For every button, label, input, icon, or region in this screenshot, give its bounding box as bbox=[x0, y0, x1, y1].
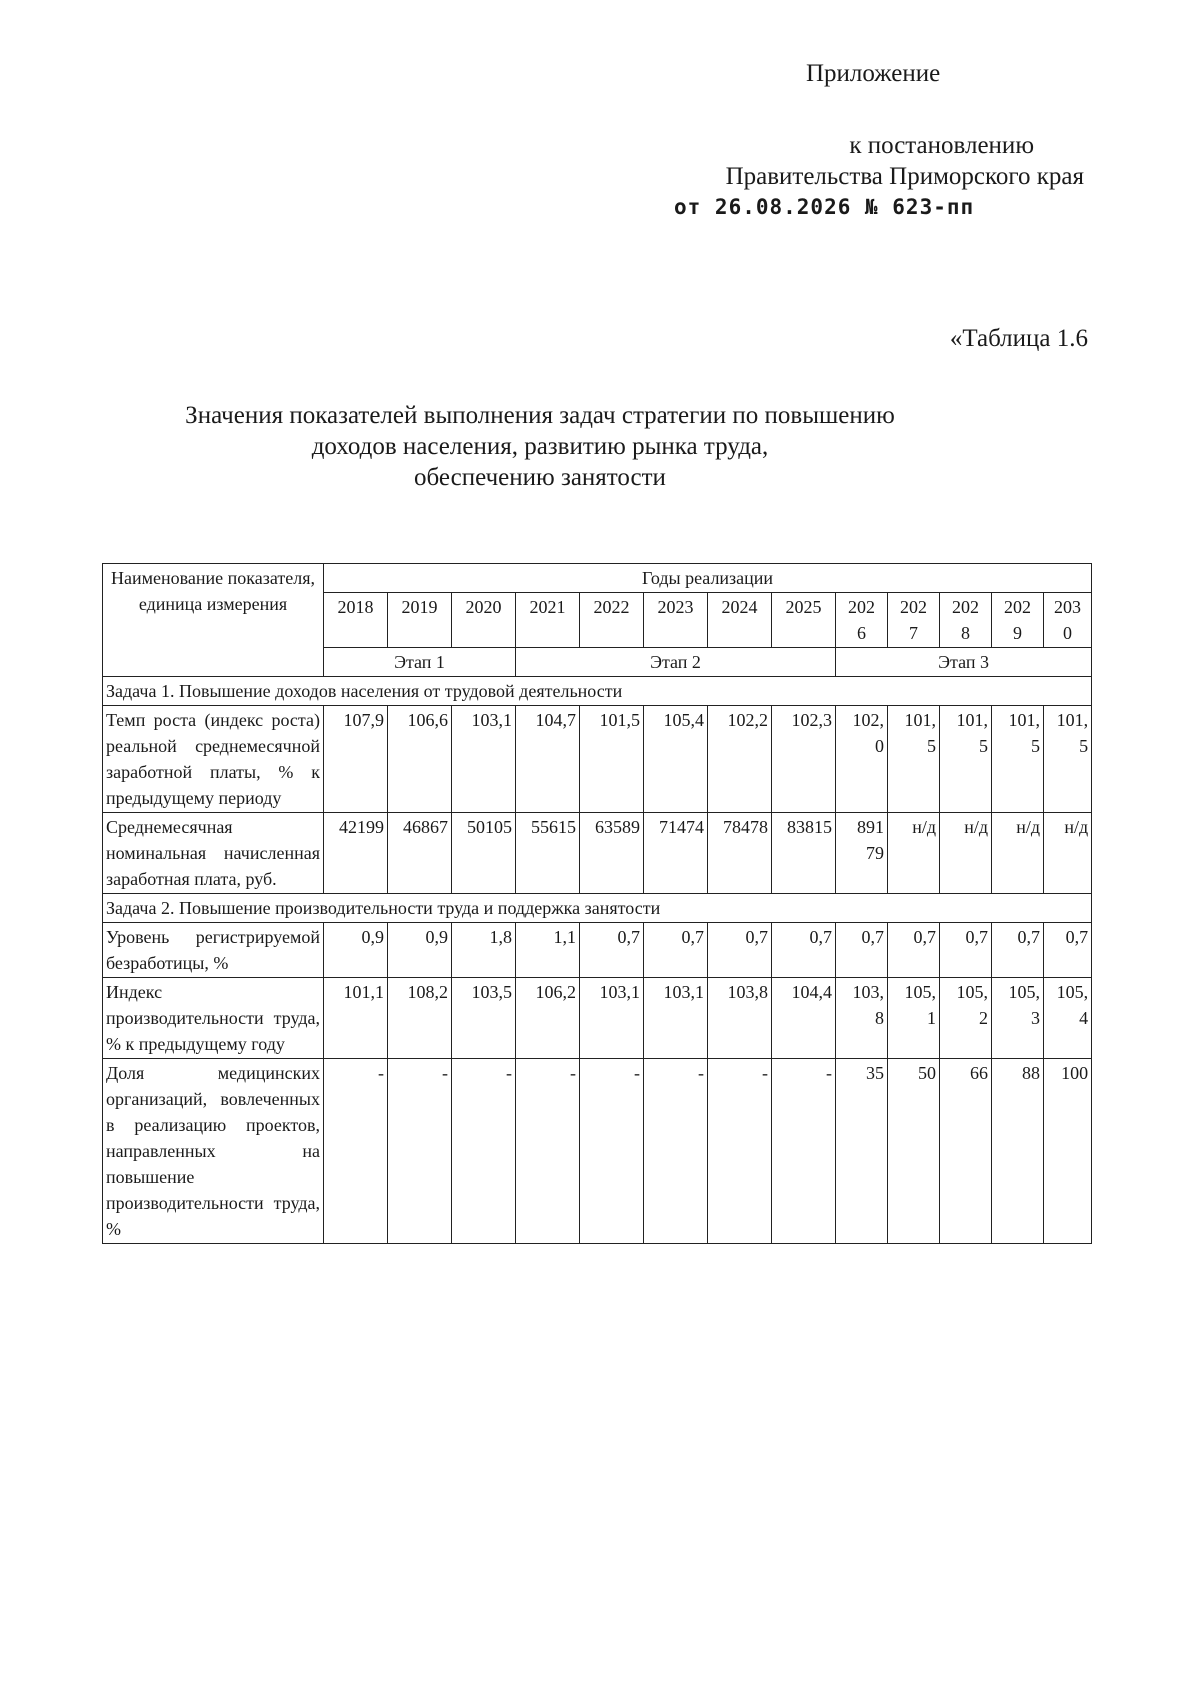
year-header bbox=[580, 593, 644, 648]
value-part-1: 0,7 bbox=[617, 927, 640, 947]
year-header bbox=[836, 593, 888, 648]
indicator-name: Среднемесячная номинальная начисленная заработная плата, руб. bbox=[103, 813, 324, 894]
value-cell bbox=[992, 923, 1044, 978]
title-line-2: доходов населения, развитию рынка труда, bbox=[311, 433, 769, 460]
value-cell bbox=[888, 1059, 940, 1244]
value-part-2: 0 bbox=[875, 736, 884, 756]
value-part-2: 79 bbox=[866, 843, 884, 863]
value-part-1: н/д bbox=[1016, 817, 1040, 837]
task-1-title: Задача 1. Повышение доходов населения от трудовой деятельности bbox=[103, 677, 1092, 706]
value-part-1: н/д bbox=[964, 817, 988, 837]
title-line-1: Значения показателей выполнения задач стратегии по повышению bbox=[185, 402, 895, 429]
value-part-1: 0,7 bbox=[913, 927, 936, 947]
table-body bbox=[103, 677, 1092, 1244]
value-part-1: 103,1 bbox=[471, 710, 512, 730]
year-header-part-2: 0 bbox=[1063, 623, 1073, 643]
year-header bbox=[644, 593, 708, 648]
value-cell bbox=[708, 1059, 772, 1244]
value-cell bbox=[452, 978, 516, 1059]
value-cell bbox=[324, 1059, 388, 1244]
year-header-part-1: 2020 bbox=[465, 597, 502, 617]
year-header bbox=[324, 593, 388, 648]
value-part-1: 0,7 bbox=[809, 927, 832, 947]
value-part-1: 50 bbox=[918, 1063, 936, 1083]
value-part-1: 83815 bbox=[787, 817, 832, 837]
value-cell bbox=[580, 1059, 644, 1244]
decree-number: от 26.08.2026 № 623-пп bbox=[674, 195, 975, 219]
value-cell bbox=[888, 923, 940, 978]
value-cell bbox=[836, 923, 888, 978]
year-header-part-1: 202 bbox=[1004, 597, 1031, 617]
table-row bbox=[103, 813, 1092, 894]
value-part-1: 101,5 bbox=[599, 710, 640, 730]
value-cell bbox=[940, 813, 992, 894]
value-cell bbox=[708, 813, 772, 894]
year-header bbox=[888, 593, 940, 648]
year-header-part-1: 2023 bbox=[657, 597, 694, 617]
value-cell bbox=[940, 1059, 992, 1244]
table-row bbox=[103, 978, 1092, 1059]
year-header-part-1: 2025 bbox=[785, 597, 822, 617]
value-part-1: - bbox=[762, 1063, 768, 1083]
value-cell bbox=[772, 978, 836, 1059]
value-part-1: 63589 bbox=[595, 817, 640, 837]
title-line-3: обеспечению занятости bbox=[414, 464, 666, 491]
value-part-1: 0,7 bbox=[1017, 927, 1040, 947]
year-header-part-1: 2024 bbox=[721, 597, 758, 617]
value-part-2: 8 bbox=[875, 1008, 884, 1028]
value-part-1: 105, bbox=[904, 982, 936, 1002]
value-cell bbox=[992, 978, 1044, 1059]
value-part-1: н/д bbox=[1064, 817, 1089, 837]
value-part-1: - bbox=[698, 1063, 704, 1083]
year-header-part-2: 8 bbox=[961, 623, 970, 643]
value-part-1: 0,7 bbox=[745, 927, 768, 947]
value-cell bbox=[324, 813, 388, 894]
value-cell bbox=[888, 978, 940, 1059]
task-row bbox=[103, 677, 1092, 706]
appendix-line-2: Правительства Приморского края bbox=[725, 163, 1084, 190]
value-part-1: 0,7 bbox=[1065, 927, 1089, 947]
value-part-1: 108,2 bbox=[407, 982, 448, 1002]
stage-1: Этап 1 bbox=[324, 648, 516, 677]
year-header bbox=[452, 593, 516, 648]
appendix-line-1: к постановлению bbox=[849, 132, 1034, 159]
year-header bbox=[940, 593, 992, 648]
value-part-1: 1,1 bbox=[553, 927, 576, 947]
table-row bbox=[103, 706, 1092, 813]
value-cell bbox=[324, 923, 388, 978]
value-cell bbox=[516, 1059, 580, 1244]
year-header bbox=[992, 593, 1044, 648]
year-header-part-2: 7 bbox=[909, 623, 918, 643]
year-header-part-1: 2022 bbox=[593, 597, 630, 617]
value-cell bbox=[836, 706, 888, 813]
indicators-table bbox=[102, 563, 1092, 1244]
value-cell bbox=[772, 923, 836, 978]
year-header-part-2: 9 bbox=[1013, 623, 1022, 643]
value-part-1: 1,8 bbox=[489, 927, 512, 947]
value-cell bbox=[452, 923, 516, 978]
value-part-1: 101, bbox=[1008, 710, 1040, 730]
value-part-1: 0,9 bbox=[361, 927, 384, 947]
value-cell bbox=[1044, 813, 1092, 894]
value-cell bbox=[772, 706, 836, 813]
stage-2: Этап 2 bbox=[516, 648, 836, 677]
value-cell bbox=[516, 706, 580, 813]
year-header bbox=[1044, 593, 1092, 648]
value-cell bbox=[580, 923, 644, 978]
value-part-1: 0,7 bbox=[681, 927, 704, 947]
value-cell bbox=[580, 813, 644, 894]
indicator-name: Уровень регистрируемой безработицы, % bbox=[103, 923, 324, 978]
indicator-name: Темп роста (индекс роста) реальной среднемесячной заработной платы, % к предыдущему периоду bbox=[103, 706, 324, 813]
value-cell bbox=[388, 978, 452, 1059]
value-cell bbox=[580, 978, 644, 1059]
value-part-1: - bbox=[378, 1063, 384, 1083]
value-part-1: 105,4 bbox=[663, 710, 704, 730]
value-cell bbox=[708, 978, 772, 1059]
value-cell bbox=[1044, 978, 1092, 1059]
value-part-1: 105, bbox=[956, 982, 988, 1002]
value-part-1: 103,1 bbox=[663, 982, 704, 1002]
value-part-2: 2 bbox=[979, 1008, 988, 1028]
value-part-1: 104,7 bbox=[535, 710, 576, 730]
value-cell bbox=[644, 706, 708, 813]
year-header bbox=[388, 593, 452, 648]
value-cell bbox=[580, 706, 644, 813]
value-cell bbox=[644, 1059, 708, 1244]
value-cell bbox=[388, 923, 452, 978]
value-cell bbox=[452, 1059, 516, 1244]
value-part-1: - bbox=[570, 1063, 576, 1083]
value-cell bbox=[516, 978, 580, 1059]
value-part-2: 5 bbox=[1079, 736, 1089, 756]
value-cell bbox=[452, 706, 516, 813]
value-part-1: 107,9 bbox=[343, 710, 384, 730]
value-cell bbox=[888, 706, 940, 813]
stage-3: Этап 3 bbox=[836, 648, 1092, 677]
value-part-1: 106,2 bbox=[535, 982, 576, 1002]
value-cell bbox=[888, 813, 940, 894]
task-row bbox=[103, 894, 1092, 923]
year-header bbox=[516, 593, 580, 648]
value-cell bbox=[644, 923, 708, 978]
value-part-2: 5 bbox=[1031, 736, 1040, 756]
value-part-1: 101,1 bbox=[343, 982, 384, 1002]
value-cell bbox=[992, 1059, 1044, 1244]
year-header-part-1: 2018 bbox=[337, 597, 374, 617]
value-cell bbox=[992, 813, 1044, 894]
value-part-1: 100 bbox=[1061, 1063, 1089, 1083]
value-part-1: - bbox=[442, 1063, 448, 1083]
value-cell bbox=[1044, 706, 1092, 813]
value-part-1: - bbox=[634, 1063, 640, 1083]
year-header bbox=[708, 593, 772, 648]
value-cell bbox=[1044, 923, 1092, 978]
year-header-part-1: 203 bbox=[1054, 597, 1082, 617]
value-cell bbox=[836, 978, 888, 1059]
value-part-1: 66 bbox=[970, 1063, 988, 1083]
value-cell bbox=[324, 978, 388, 1059]
value-part-1: 0,7 bbox=[965, 927, 988, 947]
appendix-title: Приложение bbox=[806, 60, 941, 87]
value-part-2: 1 bbox=[927, 1008, 936, 1028]
column-header-years: Годы реализации bbox=[324, 564, 1092, 593]
value-part-1: 35 bbox=[866, 1063, 884, 1083]
value-part-2: 3 bbox=[1031, 1008, 1040, 1028]
value-cell bbox=[836, 1059, 888, 1244]
value-cell bbox=[516, 813, 580, 894]
value-part-2: 4 bbox=[1079, 1008, 1089, 1028]
value-cell bbox=[940, 706, 992, 813]
value-part-1: н/д bbox=[912, 817, 936, 837]
value-cell bbox=[452, 813, 516, 894]
value-part-1: 103, bbox=[852, 982, 884, 1002]
year-header-part-1: 202 bbox=[952, 597, 979, 617]
year-header-part-2: 6 bbox=[857, 623, 866, 643]
value-part-1: 102,2 bbox=[727, 710, 768, 730]
value-cell bbox=[388, 1059, 452, 1244]
document-title bbox=[110, 400, 970, 493]
value-cell bbox=[940, 923, 992, 978]
value-part-2: 5 bbox=[979, 736, 988, 756]
year-header-part-1: 2019 bbox=[401, 597, 438, 617]
task-2-title: Задача 2. Повышение производительности труда и поддержка занятости bbox=[103, 894, 1092, 923]
year-header-part-1: 2021 bbox=[529, 597, 566, 617]
value-cell bbox=[1044, 1059, 1092, 1244]
value-part-1: 0,7 bbox=[861, 927, 884, 947]
value-part-1: 42199 bbox=[339, 817, 384, 837]
value-cell bbox=[772, 813, 836, 894]
year-header-part-1: 202 bbox=[848, 597, 875, 617]
value-part-1: 106,6 bbox=[407, 710, 448, 730]
year-header-part-1: 202 bbox=[900, 597, 927, 617]
value-part-1: 88 bbox=[1022, 1063, 1040, 1083]
indicator-name: Доля медицинских организаций, вовлеченных в реализацию проектов, направленных на повышение производительности труда, % bbox=[103, 1059, 324, 1244]
value-part-1: 105, bbox=[1056, 982, 1089, 1002]
value-part-1: 105, bbox=[1008, 982, 1040, 1002]
value-part-1: 104,4 bbox=[791, 982, 832, 1002]
value-part-1: 78478 bbox=[723, 817, 768, 837]
value-cell bbox=[644, 813, 708, 894]
value-part-1: 103,8 bbox=[727, 982, 768, 1002]
value-part-1: 71474 bbox=[659, 817, 704, 837]
value-part-1: 101, bbox=[1056, 710, 1089, 730]
value-cell bbox=[836, 813, 888, 894]
value-part-2: 5 bbox=[927, 736, 936, 756]
value-cell bbox=[324, 706, 388, 813]
value-part-1: 55615 bbox=[531, 817, 576, 837]
column-header-name: Наименование показателя, единица измерения bbox=[103, 564, 324, 677]
value-part-1: 0,9 bbox=[425, 927, 448, 947]
value-cell bbox=[992, 706, 1044, 813]
value-part-1: 101, bbox=[904, 710, 936, 730]
value-cell bbox=[388, 813, 452, 894]
value-cell bbox=[644, 978, 708, 1059]
value-part-1: - bbox=[506, 1063, 512, 1083]
value-part-1: 102, bbox=[852, 710, 884, 730]
indicator-name: Индекс производительности труда, % к предыдущему году bbox=[103, 978, 324, 1059]
value-cell bbox=[940, 978, 992, 1059]
year-header bbox=[772, 593, 836, 648]
value-part-1: 103,1 bbox=[599, 982, 640, 1002]
value-cell bbox=[516, 923, 580, 978]
value-cell bbox=[772, 1059, 836, 1244]
value-cell bbox=[708, 923, 772, 978]
value-part-1: 50105 bbox=[467, 817, 512, 837]
table-row bbox=[103, 923, 1092, 978]
value-cell bbox=[708, 706, 772, 813]
value-part-1: 102,3 bbox=[791, 710, 832, 730]
value-part-1: - bbox=[826, 1063, 832, 1083]
value-part-1: 103,5 bbox=[471, 982, 512, 1002]
table-label: «Таблица 1.6 bbox=[949, 325, 1088, 352]
value-part-1: 891 bbox=[857, 817, 884, 837]
value-part-1: 101, bbox=[956, 710, 988, 730]
table-row bbox=[103, 1059, 1092, 1244]
value-part-1: 46867 bbox=[403, 817, 448, 837]
value-cell bbox=[388, 706, 452, 813]
